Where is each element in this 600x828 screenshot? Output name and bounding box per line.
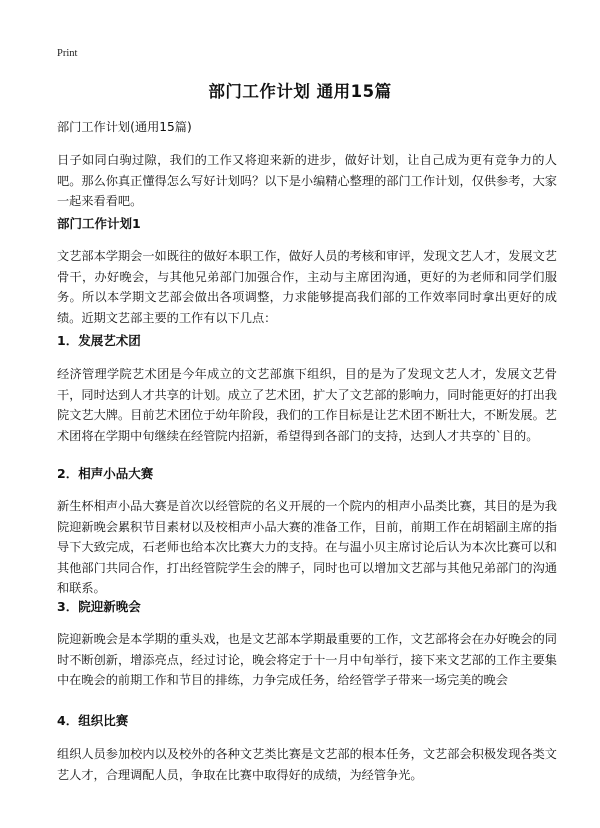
item-paragraph-art-troupe: 经济管理学院艺术团是今年成立的文艺部旗下组织，目的是为了发现文艺人才，发展文艺骨干，同时达到人才共享的计划。成立了艺术团，扩大了文艺部的影响力，同时能更好的打出我院文艺大牌。目前艺术团位于幼年阶段，我们的工作目标是让艺术团不断壮大，不断发展。艺术团将在学期中旬继续在经管院内招新，希望得到各部门的支持，达到人才共享的`目的。 — [57, 367, 557, 443]
item-heading-art-troupe: 1．发展艺术团 — [57, 333, 141, 348]
section-heading: 部门工作计划1 — [57, 216, 141, 231]
item-paragraph-comedy-contest: 新生杯相声小品大赛是首次以经管院的名义开展的一个院内的相声小品类比赛，其目的是为我院迎新晚会累积节目素材以及校相声小品大赛的准备工作，目前，前期工作在胡韬副主席的指导下大致完成，石老师也给本次比赛大力的支持。在与温小贝主席讨论后认为本次比赛可以和其他部门共同合作，打出经管院学生会的牌子，同时也可以增加文艺部与其他兄弟部门的沟通和联系。 — [57, 499, 557, 595]
print-label: Print — [57, 48, 78, 59]
intro-paragraph: 日子如同白驹过隙，我们的工作又将迎来新的进步，做好计划，让自己成为更有竞争力的人吧。那么你真正懂得怎么写好计划吗？以下是小编精心整理的部门工作计划，仅供参考，大家一起来看看吧。 — [57, 153, 557, 208]
item-heading-welcome-gala: 3．院迎新晚会 — [57, 599, 141, 614]
item-heading-comedy-contest: 2．相声小品大赛 — [57, 466, 154, 481]
section-intro-paragraph: 文艺部本学期会一如既往的做好本职工作，做好人员的考核和审评，发现文艺人才，发展文艺骨干，办好晚会，与其他兄弟部门加强合作，主动与主席团沟通，更好的为老师和同学们服务。所以本学期文艺部会做出各项调整，力求能够提高我们部的工作效率同时拿出更好的成绩。近期文艺部主要的工作有以下几点： — [57, 249, 557, 325]
item-paragraph-competitions: 组织人员参加校内以及校外的各种文艺类比赛是文艺部的根本任务，文艺部会积极发现各类文艺人才，合理调配人员，争取在比赛中取得好的成绩，为经管争光。 — [57, 747, 557, 782]
document-subtitle: 部门工作计划(通用15篇) — [57, 120, 192, 134]
item-heading-competitions: 4．组织比赛 — [57, 713, 129, 728]
item-paragraph-welcome-gala: 院迎新晚会是本学期的重头戏，也是文艺部本学期最重要的工作，文艺部将会在办好晚会的同时不断创新，增添亮点，经过讨论，晚会将定于十一月中旬举行，接下来文艺部的工作主要集中在晚会的前期工作和节目的排练，力争完成任务，给经管学子带来一场完美的晚会 — [57, 632, 557, 687]
document-title: 部门工作计划 通用15篇 — [208, 82, 392, 101]
